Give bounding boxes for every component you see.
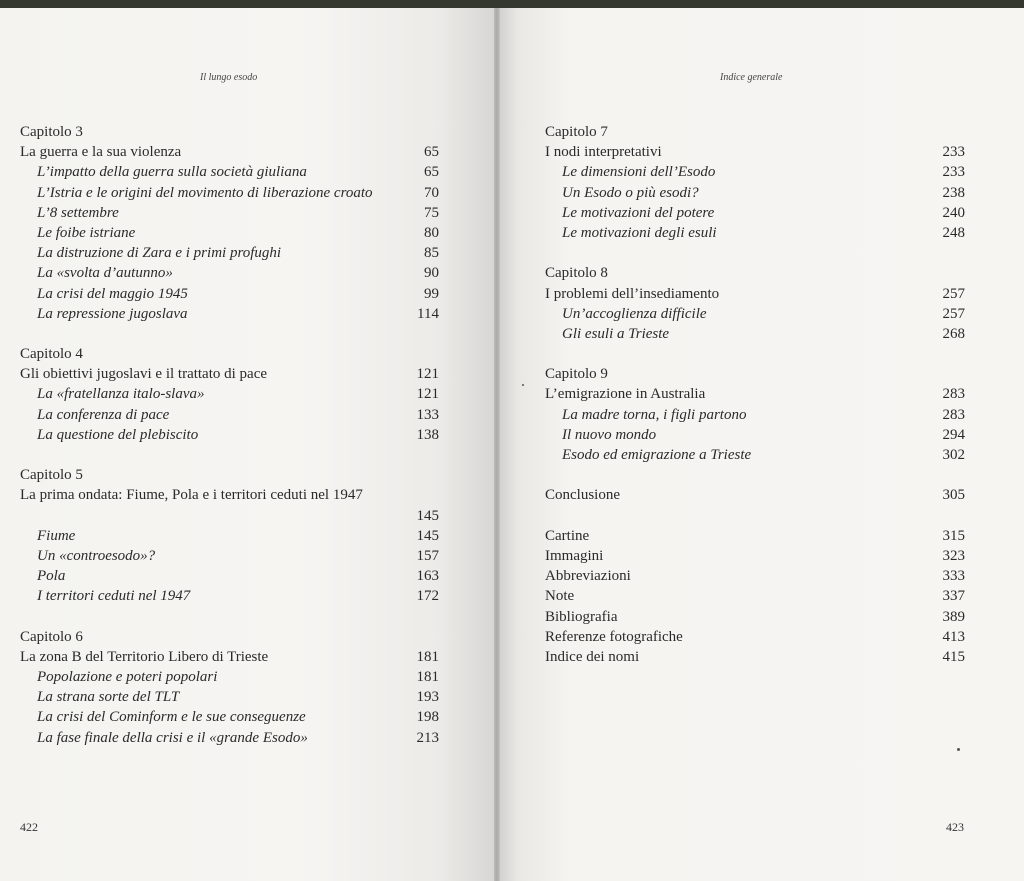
toc-section-entry xyxy=(20,667,439,687)
toc-section-entry xyxy=(20,162,439,182)
toc-section-entry xyxy=(20,405,439,425)
toc-section-entry xyxy=(20,263,439,283)
toc-spacer xyxy=(545,465,965,485)
toc-entry-page: 337 xyxy=(942,588,965,605)
toc-entry-title: Gli obiettivi jugoslavi e il trattato di pace xyxy=(20,366,268,383)
toc-chapter-label xyxy=(545,263,965,283)
toc-entry-page: 248 xyxy=(942,224,965,241)
toc-entry-title: Capitolo 4 xyxy=(20,346,83,363)
toc-entry-page: 198 xyxy=(416,709,439,726)
toc-entry-page: 389 xyxy=(942,608,965,625)
toc-entry-page: 333 xyxy=(942,568,965,585)
toc-entry-page: 238 xyxy=(942,184,965,201)
toc-entry-page: 65 xyxy=(424,164,439,181)
toc-entry-title: Le motivazioni degli esuli xyxy=(562,224,717,241)
toc-section-entry xyxy=(20,687,439,707)
toc-entry xyxy=(545,485,965,505)
toc-entry-title: La strana sorte del TLT xyxy=(37,689,180,706)
toc-spacer xyxy=(20,324,439,344)
toc-entry-title: La conferenza di pace xyxy=(37,406,170,423)
toc-entry-page: 181 xyxy=(416,669,439,686)
toc-entry xyxy=(545,607,965,627)
toc-section-entry xyxy=(545,304,965,324)
toc-chapter-label xyxy=(20,465,439,485)
toc-entry-title: Capitolo 5 xyxy=(20,467,83,484)
toc-entry-page: 99 xyxy=(424,285,439,302)
toc-entry-page: 257 xyxy=(942,305,965,322)
toc-entry xyxy=(20,647,439,667)
toc-section-entry xyxy=(545,162,965,182)
toc-entry-page: 302 xyxy=(942,447,965,463)
toc-entry-page: 121 xyxy=(416,386,439,403)
toc-entry-page: 90 xyxy=(424,265,439,282)
toc-entry xyxy=(20,364,439,384)
toc-entry xyxy=(545,384,965,404)
toc-section-entry xyxy=(20,566,439,586)
toc-entry-page: 193 xyxy=(416,689,439,706)
toc-entry-page: 181 xyxy=(416,648,439,665)
toc-entry-title: Un Esodo o più esodi? xyxy=(562,184,699,201)
toc-entry-page: 413 xyxy=(942,628,965,645)
toc-entry-title: La questione del plebiscito xyxy=(37,426,199,443)
toc-entry xyxy=(20,142,439,162)
toc-entry-page: 283 xyxy=(942,406,965,423)
toc-entry-title: La crisi del maggio 1945 xyxy=(37,285,188,302)
toc-entry-page: 233 xyxy=(942,164,965,181)
toc-entry-title: Le dimensioni dell’Esodo xyxy=(562,164,716,181)
toc-entry xyxy=(545,546,965,566)
toc-spacer xyxy=(545,243,965,263)
toc-entry-title: Abbreviazioni xyxy=(545,568,631,585)
toc-entry xyxy=(545,526,965,546)
toc-entry-page: 145 xyxy=(416,507,439,524)
toc-entry-page: 163 xyxy=(416,568,439,585)
toc-entry-title: Capitolo 9 xyxy=(545,366,608,383)
toc-entry-page: 415 xyxy=(942,648,965,665)
toc-entry-title: Capitolo 6 xyxy=(20,628,83,645)
toc-entry-page: 65 xyxy=(424,144,439,161)
toc-entry-title: I problemi dell’insediamento xyxy=(545,285,720,302)
toc-entry-title: La crisi del Cominform e le sue conseguenze xyxy=(37,709,306,726)
toc-entry-title: Le foibe istriane xyxy=(37,224,136,241)
toc-section-entry xyxy=(20,223,439,243)
toc-entry xyxy=(545,647,965,667)
toc-section-entry xyxy=(20,203,439,223)
toc-entry-page: 240 xyxy=(942,204,965,221)
page-number-left: 422 xyxy=(20,820,38,834)
toc-entry-title: Un «controesodo»? xyxy=(37,547,156,564)
toc-entry-title: Pola xyxy=(37,568,66,585)
toc-entry-title: La madre torna, i figli partono xyxy=(562,406,747,423)
toc-entry-title: L’impatto della guerra sulla società giuliana xyxy=(37,164,307,181)
toc-entry-title: La fase finale della crisi e il «grande Esodo» xyxy=(37,729,308,746)
toc-entry-page: 213 xyxy=(416,729,439,746)
page-number-right: 423 xyxy=(946,820,964,834)
toc-entry-title: Immagini xyxy=(545,547,604,564)
toc-section-entry xyxy=(20,284,439,304)
toc-section-entry xyxy=(20,183,439,203)
toc-entry-page: 323 xyxy=(942,547,965,564)
toc-entry-title: Le motivazioni del potere xyxy=(562,204,715,221)
toc-section-entry xyxy=(20,728,439,748)
toc-chapter-label xyxy=(545,122,965,142)
toc-section-entry xyxy=(20,304,439,324)
toc-entry-page: 121 xyxy=(416,366,439,383)
toc-entry-title: Indice dei nomi xyxy=(545,648,640,665)
toc-entry-page: 70 xyxy=(424,184,439,201)
toc-entry-title: I territori ceduti nel 1947 xyxy=(37,588,191,605)
toc-entry-page: 114 xyxy=(417,305,439,322)
left-page xyxy=(0,8,497,881)
toc-entry-title: Note xyxy=(545,588,575,605)
toc-entry-title: Il nuovo mondo xyxy=(562,426,657,443)
toc-entry-title: La «fratellanza italo-slava» xyxy=(37,386,205,403)
toc-entry-title: Capitolo 7 xyxy=(545,124,608,140)
toc-spacer xyxy=(20,607,439,627)
toc-entry-page: 172 xyxy=(416,588,439,605)
toc-entry-page: 283 xyxy=(942,386,965,403)
toc-entry-title: Capitolo 3 xyxy=(20,124,83,140)
running-head-left: Il lungo esodo xyxy=(200,72,258,83)
toc-entry-title: I nodi interpretativi xyxy=(545,144,662,161)
toc-section-entry xyxy=(20,546,439,566)
toc-entry-title: Cartine xyxy=(545,527,590,544)
toc-entry-title: La distruzione di Zara e i primi profughi xyxy=(37,245,282,262)
toc-entry-page: 133 xyxy=(416,406,439,423)
toc-section-entry xyxy=(20,425,439,445)
toc-section-entry xyxy=(545,425,965,445)
toc-chapter-label xyxy=(20,344,439,364)
toc-entry xyxy=(545,142,965,162)
toc-entry-title: La repressione jugoslava xyxy=(37,305,188,322)
toc-chapter-label xyxy=(545,364,965,384)
toc-entry-page: 138 xyxy=(416,426,439,443)
toc-entry-page: 75 xyxy=(424,204,439,221)
toc-entry-title: Esodo ed emigrazione a Trieste xyxy=(562,447,752,463)
toc-entry-page: 294 xyxy=(942,426,965,443)
toc-entry-page: 80 xyxy=(424,224,439,241)
paper-speck xyxy=(522,384,524,386)
book-gutter xyxy=(494,8,500,881)
toc-section-entry xyxy=(20,243,439,263)
toc-entry-page: 145 xyxy=(416,527,439,544)
toc-section-entry xyxy=(545,223,965,243)
toc-entry-title: Un’accoglienza difficile xyxy=(562,305,707,322)
toc-entry-title: Referenze fotografiche xyxy=(545,628,683,645)
toc-section-entry xyxy=(545,445,965,465)
right-page xyxy=(497,8,1024,881)
toc-entry-page: 305 xyxy=(942,487,965,504)
toc-section-entry xyxy=(545,405,965,425)
toc-entry-page: 157 xyxy=(416,547,439,564)
toc-entry-title: L’8 settembre xyxy=(37,204,119,221)
running-head-right: Indice generale xyxy=(720,72,783,83)
toc-spacer xyxy=(20,445,439,465)
toc-section-entry xyxy=(20,586,439,606)
toc-section-entry xyxy=(545,324,965,344)
paper-speck xyxy=(957,748,960,751)
toc-section-entry xyxy=(20,707,439,727)
toc-section-entry xyxy=(20,384,439,404)
toc-section-entry xyxy=(20,526,439,546)
toc-entry-page: 85 xyxy=(424,245,439,262)
toc-chapter-label xyxy=(20,627,439,647)
toc-entry-title: La «svolta d’autunno» xyxy=(37,265,173,282)
toc-section-entry xyxy=(545,203,965,223)
toc-entry xyxy=(545,284,965,304)
toc-entry-page: 257 xyxy=(942,285,965,302)
toc-entry-title: La guerra e la sua violenza xyxy=(20,144,182,161)
toc-entry-title: Gli esuli a Trieste xyxy=(562,325,670,342)
toc-entry xyxy=(545,627,965,647)
toc-entry xyxy=(545,586,965,606)
toc-spacer xyxy=(545,506,965,526)
toc-list-right xyxy=(545,122,965,667)
toc-chapter-label xyxy=(20,122,439,142)
toc-entry-title: Fiume xyxy=(37,527,76,544)
toc-entry-page: 268 xyxy=(942,325,965,342)
toc-entry xyxy=(545,566,965,586)
toc-entry-title: Conclusione xyxy=(545,487,620,504)
toc-entry-title: L’Istria e le origini del movimento di liberazione croato xyxy=(37,184,373,201)
toc-entry-page: 315 xyxy=(942,527,965,544)
toc-section-entry xyxy=(545,183,965,203)
toc-entry-title: La prima ondata: Fiume, Pola e i territori ceduti nel 1947 xyxy=(20,487,363,504)
toc-spacer xyxy=(545,344,965,364)
toc-entry-page: 233 xyxy=(942,144,965,161)
toc-list-left xyxy=(20,122,439,748)
toc-entry-title: Popolazione e poteri popolari xyxy=(37,669,218,686)
toc-entry-title: Capitolo 8 xyxy=(545,265,608,282)
toc-entry-title: La zona B del Territorio Libero di Trieste xyxy=(20,648,269,665)
toc-entry-title: Bibliografia xyxy=(545,608,618,625)
toc-entry-title: L’emigrazione in Australia xyxy=(545,386,706,403)
toc-entry xyxy=(20,485,439,525)
